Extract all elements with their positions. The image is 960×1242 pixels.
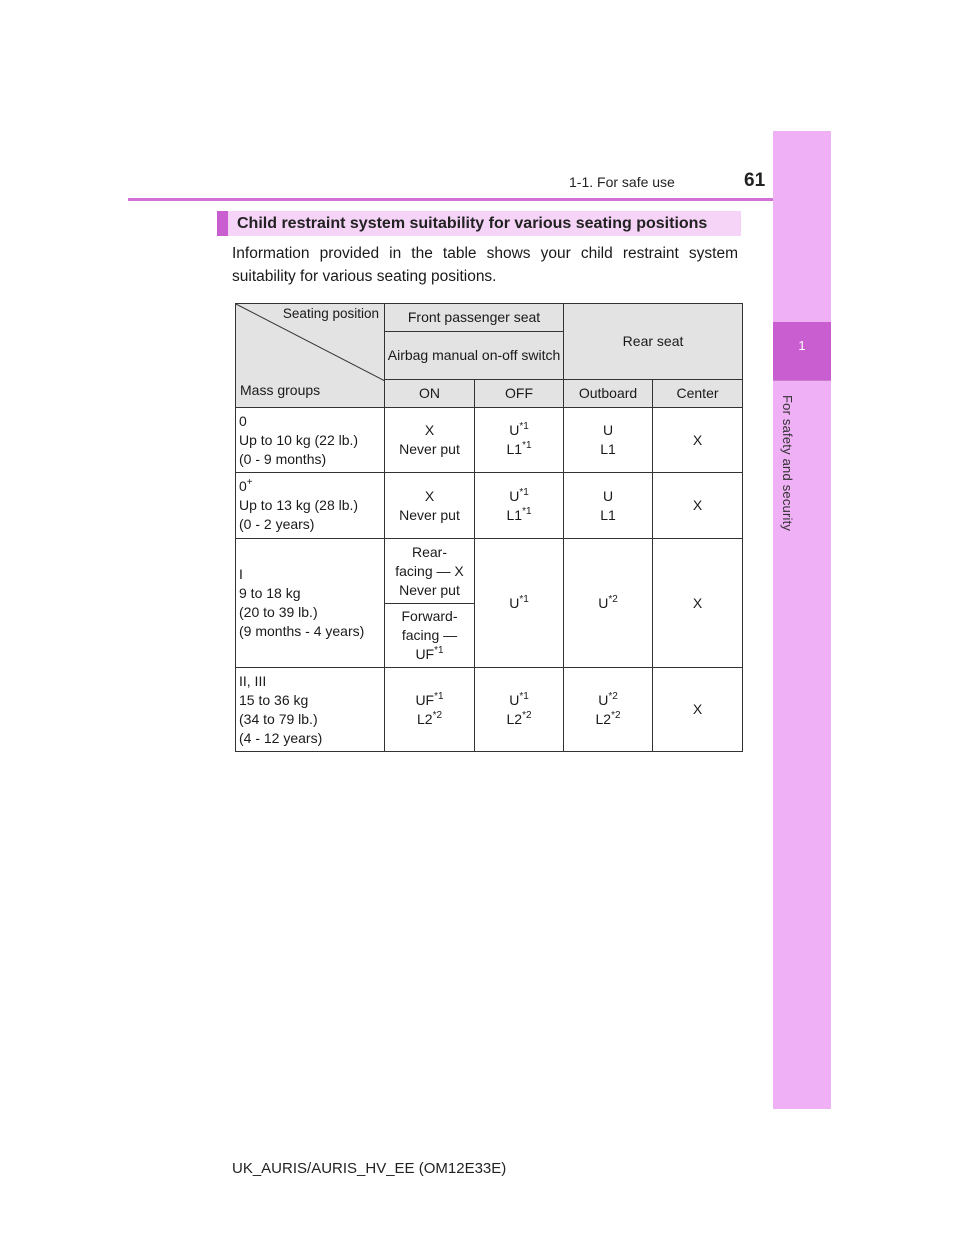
cell-value: Never put xyxy=(399,441,460,457)
group-weight: 15 to 36 kg xyxy=(239,691,309,708)
off-cell xyxy=(475,473,564,539)
on-rear-facing-cell xyxy=(385,539,475,604)
outboard-cell xyxy=(564,668,653,752)
center-cell: X xyxy=(653,668,743,752)
chapter-number: 1 xyxy=(798,338,806,353)
group-weight-lb: (34 to 79 lb.) xyxy=(239,710,318,727)
footnote-ref: *1 xyxy=(522,505,532,517)
outboard-cell xyxy=(564,408,653,473)
group-weight-lb: (20 to 39 lb.) xyxy=(239,604,318,620)
footnote-ref: *1 xyxy=(434,690,444,702)
footnote-ref: *2 xyxy=(611,709,621,721)
on-cell xyxy=(385,668,475,752)
intro-paragraph: Information provided in the table shows your child restraint system suitability for various seating positions. xyxy=(232,245,738,285)
cell-value: U xyxy=(602,422,614,438)
center-cell: X xyxy=(653,473,743,539)
col-header-center: Center xyxy=(653,380,743,408)
on-forward-facing-cell xyxy=(385,604,475,668)
cell-value: Never put xyxy=(399,581,460,598)
footnote-ref: *1 xyxy=(519,593,529,605)
group-label: 0 xyxy=(239,412,247,429)
group-weight: Up to 10 kg (22 lb.) xyxy=(239,431,359,448)
front-seat-header: Front passenger seat xyxy=(385,304,564,332)
group-age: (0 - 9 months) xyxy=(239,450,327,467)
footnote-ref: *1 xyxy=(522,440,532,451)
cell-value: U xyxy=(509,691,520,708)
cell-value: U xyxy=(509,594,520,611)
mass-group-cell xyxy=(236,408,385,473)
cell-value: L2 xyxy=(595,710,612,727)
col-header-outboard: Outboard xyxy=(564,380,653,408)
cell-value: X xyxy=(424,487,435,504)
center-cell: X xyxy=(653,408,743,473)
group-weight: 9 to 18 kg xyxy=(239,585,301,601)
cell-value: UF xyxy=(415,691,435,708)
group-label-sup: + xyxy=(246,477,253,488)
col-header-on: ON xyxy=(385,380,475,408)
footnote-ref: *1 xyxy=(434,645,444,656)
cell-value: Never put xyxy=(399,506,460,523)
table-row xyxy=(236,473,743,539)
mass-group-cell xyxy=(236,539,385,668)
group-label: 0 xyxy=(239,478,247,494)
chapter-label: For safety and security xyxy=(780,395,795,532)
footnote-ref: *2 xyxy=(608,593,618,605)
mass-group-cell xyxy=(236,473,385,539)
footnote-ref: *2 xyxy=(432,709,443,721)
group-age: (9 months - 4 years) xyxy=(239,623,365,639)
footnote-ref: *1 xyxy=(519,690,529,702)
cell-value: facing — xyxy=(401,627,458,643)
off-cell xyxy=(475,668,564,752)
cell-value: U xyxy=(509,487,520,504)
table-corner-cell xyxy=(236,304,385,408)
table-row xyxy=(236,668,743,752)
cell-value: U xyxy=(509,422,520,438)
cell-value: L1 xyxy=(600,441,616,457)
footnote-ref: *2 xyxy=(608,690,618,702)
cell-value: U xyxy=(598,594,609,611)
cell-value: L1 xyxy=(506,441,523,457)
cell-value: Rear- xyxy=(411,543,447,560)
header-section-title: 1-1. For safe use xyxy=(569,174,675,190)
cell-value: L2 xyxy=(416,710,433,727)
cell-value: U xyxy=(602,487,614,504)
cell-value: UF xyxy=(415,646,435,662)
outboard-cell xyxy=(564,473,653,539)
header-divider xyxy=(128,198,831,201)
mass-groups-label: Mass groups xyxy=(240,382,321,398)
document-code: UK_AURIS/AURIS_HV_EE (OM12E33E) xyxy=(232,1160,507,1177)
chapter-side-tab[interactable] xyxy=(773,131,831,1109)
cell-value: U xyxy=(598,691,609,708)
col-header-off: OFF xyxy=(475,380,564,408)
footnote-ref: *2 xyxy=(522,709,532,721)
page-number: 61 xyxy=(744,170,766,191)
table-row xyxy=(236,408,743,473)
suitability-table xyxy=(235,303,743,752)
mass-group-cell xyxy=(236,668,385,752)
cell-value: facing — X xyxy=(395,562,464,579)
airbag-switch-header: Airbag manual on-off switch xyxy=(385,332,564,380)
group-weight: Up to 13 kg (28 lb.) xyxy=(239,497,359,513)
outboard-cell xyxy=(564,539,653,668)
group-label: I xyxy=(239,566,243,582)
chapter-tab-divider xyxy=(773,380,831,381)
cell-value: L1 xyxy=(506,506,523,523)
footnote-ref: *1 xyxy=(519,486,529,498)
off-cell xyxy=(475,408,564,473)
table-row xyxy=(236,539,743,604)
center-cell: X xyxy=(653,539,743,668)
off-cell xyxy=(475,539,564,668)
on-cell xyxy=(385,473,475,539)
cell-value: Forward- xyxy=(401,608,458,624)
group-age: (0 - 2 years) xyxy=(239,516,315,532)
rear-seat-header: Rear seat xyxy=(564,304,743,380)
group-label: II, III xyxy=(239,672,267,689)
cell-value: L2 xyxy=(506,710,523,727)
on-cell xyxy=(385,408,475,473)
cell-value: L1 xyxy=(600,506,616,523)
group-age: (4 - 12 years) xyxy=(239,729,323,746)
footnote-ref: *1 xyxy=(519,421,529,432)
section-heading: Child restraint system suitability for various seating positions xyxy=(217,211,741,236)
cell-value: X xyxy=(424,422,435,438)
seating-position-label: Seating position xyxy=(282,306,379,321)
